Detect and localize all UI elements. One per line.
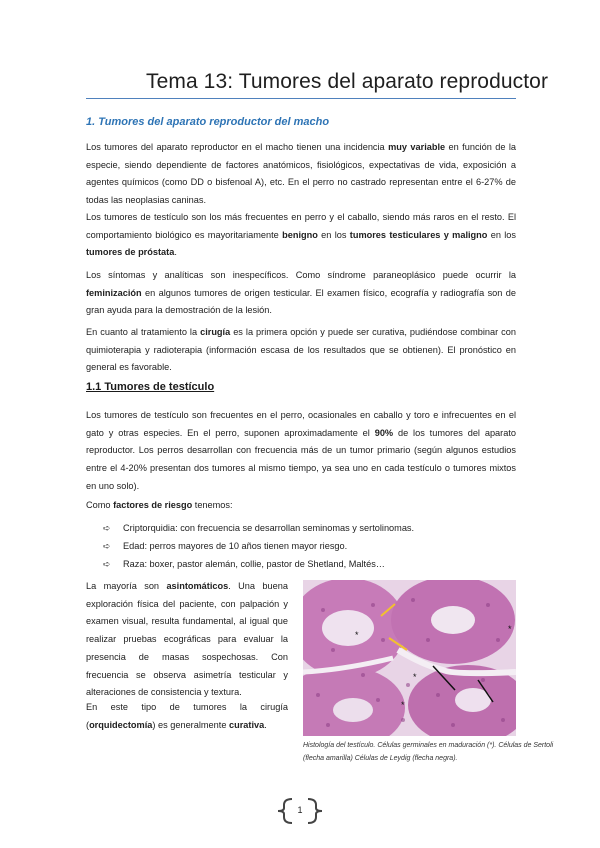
list-item: ➪ Raza: boxer, pastor alemán, collie, pastor de Shetland, Maltés… [103, 555, 414, 573]
germinal-cell-marker: * [413, 672, 417, 682]
paragraph-testicular-tumors: Los tumores de testículo son frecuentes en el perro, ocasionales en caballo y toro e infrecuentes en el gato y otras especies. En el perro, suponen aproximadamente el 90% de los tumores del aparato reproductor. Los perros desarrollan con frecuencia más de un tumor primario (según algunos estudios entre el 4-20% presentan dos tumores al mismo tiempo, ya sea uno en cada testículo o tumores mixtos en uno solo). [86, 410, 516, 491]
germinal-cell-marker: * [401, 700, 405, 710]
arrow-bullet-icon: ➪ [103, 541, 111, 551]
arrow-bullet-icon: ➪ [103, 523, 111, 533]
risk-factor-list [103, 519, 414, 573]
paragraph-surgery: En este tipo de tumores la cirugía (orquidectomía) es generalmente curativa. [86, 702, 288, 730]
germinal-cell-marker: * [508, 624, 512, 634]
page-title: Tema 13: Tumores del aparato reproductor [146, 70, 549, 93]
paragraph-asymptomatic: La mayoría son asintomáticos. Una buena exploración física del paciente, con palpación y examen visual, resulta fundamental, al igual que realizar pruebas ecográficas para evaluar la presencia de masas sospechosas. Con frecuencia se observa asimetría testicular y alteraciones de consistencia y textura. [86, 581, 288, 698]
paragraph-frequency: Los tumores de testículo son los más frecuentes en perro y el caballo, siendo más raros en el resto. El comportamiento biológico es mayoritariamente benigno en los tumores testiculares y maligno en los tumores de próstata. [86, 212, 517, 258]
list-item: ➪ Criptorquidia: con frecuencia se desarrollan seminomas y sertolinomas. [103, 519, 414, 537]
page-number: 1 [297, 805, 303, 815]
list-item: ➪ Edad: perros mayores de 10 años tienen mayor riesgo. [103, 537, 414, 555]
footer-right-bracket-icon [300, 797, 330, 825]
paragraph-symptoms: Los síntomas y analíticas son inespecíficos. Como síndrome paraneoplásico puede ocurrir la feminización en algunos tumores de origen testicular. El examen físico, ecografía y radiografía son de gran ayuda para la demostración de la lesión. [86, 270, 516, 316]
title-underline [86, 98, 516, 99]
paragraph-risk-intro: Como factores de riesgo tenemos: [86, 500, 233, 510]
section-heading-1: 1. Tumores del aparato reproductor del macho [86, 116, 330, 128]
germinal-cell-marker: * [355, 630, 359, 640]
section-heading-1-1: 1.1 Tumores de testículo [86, 381, 215, 393]
arrow-bullet-icon: ➪ [103, 559, 111, 569]
histology-image [303, 580, 516, 736]
paragraph-treatment: En cuanto al tratamiento la cirugía es la primera opción y puede ser curativa, pudiéndose combinar con quimioterapia y radioterapia (información escasa de los resultados que se obtienen). El pronóstico en general es favorable. [86, 327, 516, 373]
figure-caption: Histología del testículo. Células germinales en maduración (*). Células de Sertoli (flecha amarilla) Células de Leydig (flecha negra). [303, 742, 554, 762]
paragraph-incidence: Los tumores del aparato reproductor en el macho tienen una incidencia muy variable en función de la especie, siendo dependiente de factores anatómicos, fisiológicos, expectativas de vida, exposición a agentes químicos (como DD o bisfenoal A), etc. En el perro no castrado representan entre el 6-27% de todas las neoplasias caninas. [86, 142, 516, 206]
histology-drawing [303, 580, 516, 736]
